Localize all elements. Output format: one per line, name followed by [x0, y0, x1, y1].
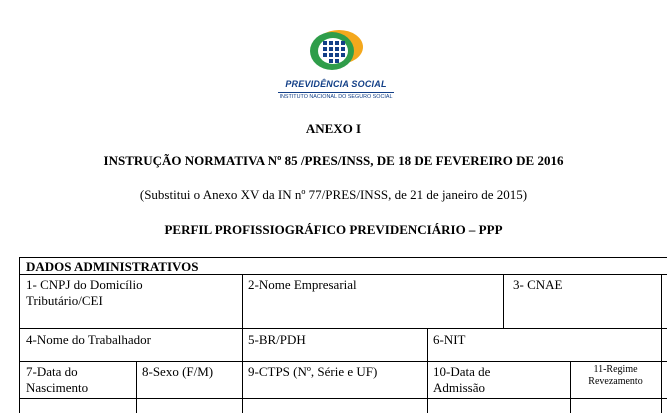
admission-date-label[interactable] [427, 364, 490, 396]
admission-date-line2: Admissão [433, 380, 485, 395]
substitutes-note: (Substitui o Anexo XV da IN nº 77/PRES/INSS, de 21 de janeiro de 2015) [139, 187, 528, 202]
shift-regime-line2: Revezamento [588, 376, 643, 387]
ppp-title: PERFIL PROFISSIOGRÁFICO PREVIDENCIÁRIO – PPP [164, 222, 503, 237]
shift-regime-label[interactable] [570, 364, 661, 388]
logo-subtitle: INSTITUTO NACIONAL DO SEGURO SOCIAL [279, 94, 393, 100]
annex-title: ANEXO I [305, 121, 362, 136]
cnpj-label-line1: 1- CNPJ do Domicílio [26, 277, 143, 292]
nit-label[interactable]: 6-NIT [433, 332, 466, 347]
row-divider [20, 328, 667, 329]
shift-regime-line1: 11-Regime [593, 364, 638, 375]
cnpj-label[interactable] [20, 277, 143, 309]
br-pdh-label[interactable]: 5-BR/PDH [248, 332, 306, 347]
birth-date-line2: Nascimento [26, 380, 89, 395]
instruction-title: INSTRUÇÃO NORMATIVA Nº 85 /PRES/INSS, DE 18 DE FEVEREIRO DE 2016 [103, 153, 564, 168]
column-divider [661, 274, 662, 413]
sex-label[interactable]: 8-Sexo (F/M) [142, 364, 214, 379]
ctps-label[interactable]: 9-CTPS (Nº, Série e UF) [248, 364, 378, 379]
previdencia-logo [272, 26, 400, 102]
logo-divider [278, 92, 394, 93]
section-title: DADOS ADMINISTRATIVOS [26, 259, 199, 274]
administrative-data-form [19, 257, 667, 413]
cnae-label[interactable]: 3- CNAE [513, 277, 563, 292]
birth-date-line1: 7-Data do [26, 364, 78, 379]
cnpj-label-line2: Tributário/CEI [26, 293, 103, 308]
previdencia-emblem-icon [306, 26, 366, 76]
company-name-label[interactable]: 2-Nome Empresarial [248, 277, 357, 292]
logo-title: PREVIDÊNCIA SOCIAL [285, 79, 387, 89]
row-divider [20, 274, 667, 275]
birth-date-label[interactable] [20, 364, 88, 396]
worker-name-label[interactable]: 4-Nome do Trabalhador [26, 332, 151, 347]
admission-date-line1: 10-Data de [433, 364, 491, 379]
